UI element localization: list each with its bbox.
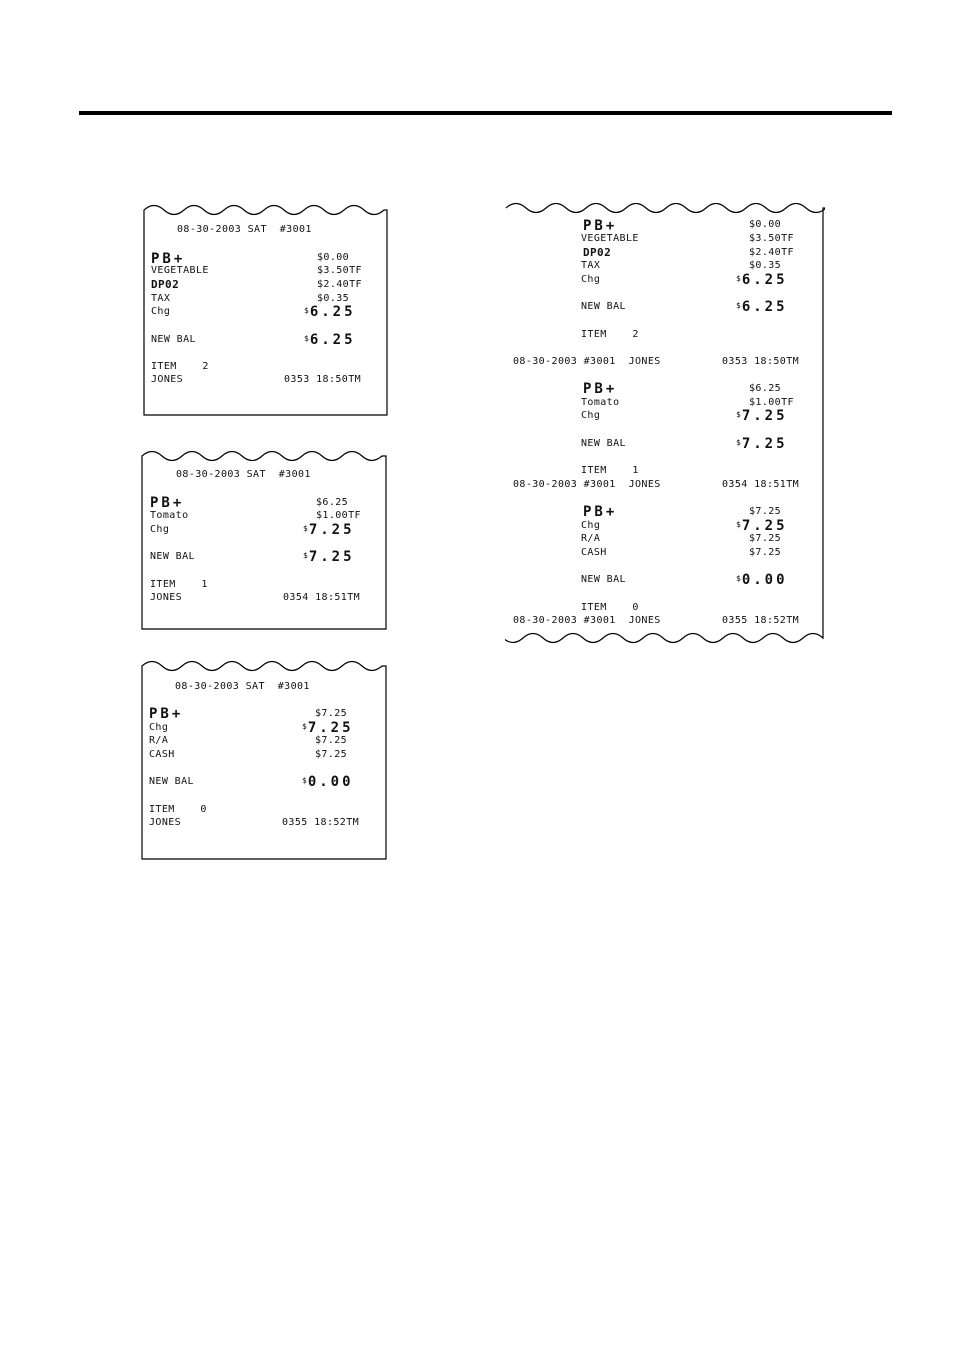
journal-3-ra-label: R/A bbox=[581, 533, 601, 544]
journal-2-newbal-value: 7.25 bbox=[741, 436, 788, 452]
receipt-3-pb-label: PB+ bbox=[149, 706, 184, 722]
header-rule bbox=[79, 111, 892, 115]
currency-sign: $ bbox=[736, 301, 741, 310]
receipt-3-newbal-value: 0.00 bbox=[307, 774, 354, 790]
journal-3-newbal-label: NEW BAL bbox=[581, 574, 626, 585]
receipt-3-newbal-amount bbox=[302, 775, 354, 790]
journal-1-veg-value: $3.50TF bbox=[749, 233, 794, 244]
receipt-2-item-label: Tomato bbox=[150, 510, 189, 521]
journal-2-pb-label: PB+ bbox=[583, 381, 618, 397]
receipt-1-chg-label: Chg bbox=[151, 306, 171, 317]
journal-1-chg-amount bbox=[736, 273, 788, 288]
receipt-3 bbox=[141, 652, 388, 862]
currency-sign: $ bbox=[736, 410, 741, 419]
receipt-3-item-count: ITEM 0 bbox=[149, 804, 207, 815]
journal-1-tax-value: $0.35 bbox=[749, 260, 782, 271]
receipt-3-pb-value: $7.25 bbox=[315, 708, 348, 719]
journal-1-dp-value: $2.40TF bbox=[749, 247, 794, 258]
receipt-2-item-value: $1.00TF bbox=[316, 510, 361, 521]
receipt-1-pb-value: $0.00 bbox=[317, 252, 350, 263]
journal-2-footer: 08-30-2003 #3001 JONES bbox=[513, 479, 661, 490]
journal-1-newbal-label: NEW BAL bbox=[581, 301, 626, 312]
receipt-2-pb-value: $6.25 bbox=[316, 497, 349, 508]
receipt-3-header: 08-30-2003 SAT #3001 bbox=[175, 681, 310, 692]
journal-3-pb-value: $7.25 bbox=[749, 506, 782, 517]
journal-3-cash-value: $7.25 bbox=[749, 547, 782, 558]
journal-1-dp-label: DP02 bbox=[583, 246, 612, 259]
currency-sign: $ bbox=[302, 722, 307, 731]
receipt-1-newbal-value: 6.25 bbox=[309, 332, 356, 348]
receipt-1-veg-value: $3.50TF bbox=[317, 265, 362, 276]
journal-2-newbal-label: NEW BAL bbox=[581, 438, 626, 449]
journal-3-chg-amount bbox=[736, 519, 788, 534]
journal-3-chg-value: 7.25 bbox=[741, 518, 788, 534]
journal-2-chg-amount bbox=[736, 409, 788, 424]
currency-sign: $ bbox=[304, 306, 309, 315]
journal-2-chg-value: 7.25 bbox=[741, 408, 788, 424]
currency-sign: $ bbox=[303, 551, 308, 560]
receipt-2-item-count: ITEM 1 bbox=[150, 579, 208, 590]
journal-3-footer-id: 0355 18:52TM bbox=[722, 615, 800, 626]
journal-1-item-count: ITEM 2 bbox=[581, 329, 639, 340]
receipt-3-chg-label: Chg bbox=[149, 722, 169, 733]
receipt-1-dp-value: $2.40TF bbox=[317, 279, 362, 290]
currency-sign: $ bbox=[302, 776, 307, 785]
journal-1-footer-id: 0353 18:50TM bbox=[722, 356, 800, 367]
journal-1-tax-label: TAX bbox=[581, 260, 601, 271]
receipt-1-newbal-amount bbox=[304, 333, 356, 348]
receipt-1-dp-label: DP02 bbox=[151, 278, 180, 291]
journal-2-chg-label: Chg bbox=[581, 410, 601, 421]
currency-sign: $ bbox=[736, 438, 741, 447]
receipt-1-chg-amount bbox=[304, 305, 356, 320]
journal-3-item-count: ITEM 0 bbox=[581, 602, 639, 613]
receipt-1-header: 08-30-2003 SAT #3001 bbox=[177, 224, 312, 235]
journal-2-item-label: Tomato bbox=[581, 397, 620, 408]
journal-2-footer-id: 0354 18:51TM bbox=[722, 479, 800, 490]
journal-1-pb-value: $0.00 bbox=[749, 219, 782, 230]
journal-3-chg-label: Chg bbox=[581, 520, 601, 531]
receipt-2-newbal-label: NEW BAL bbox=[150, 551, 195, 562]
receipt-2-newbal-value: 7.25 bbox=[308, 549, 355, 565]
receipt-3-clerk: JONES bbox=[149, 817, 182, 828]
journal-2-newbal-amount bbox=[736, 437, 788, 452]
receipt-1 bbox=[143, 196, 389, 418]
journal-2-item-count: ITEM 1 bbox=[581, 465, 639, 476]
receipt-1-chg-value: 6.25 bbox=[309, 304, 356, 320]
journal-3-ra-value: $7.25 bbox=[749, 533, 782, 544]
journal-1-pb-label: PB+ bbox=[583, 218, 618, 234]
journal-1-footer: 08-30-2003 #3001 JONES bbox=[513, 356, 661, 367]
journal-3-pb-label: PB+ bbox=[583, 504, 618, 520]
receipt-1-newbal-label: NEW BAL bbox=[151, 334, 196, 345]
receipt-3-chg-amount bbox=[302, 721, 354, 736]
receipt-3-cash-value: $7.25 bbox=[315, 749, 348, 760]
currency-sign: $ bbox=[736, 574, 741, 583]
currency-sign: $ bbox=[736, 274, 741, 283]
receipt-2-chg-value: 7.25 bbox=[308, 522, 355, 538]
receipt-3-newbal-label: NEW BAL bbox=[149, 776, 194, 787]
journal-2-pb-value: $6.25 bbox=[749, 383, 782, 394]
receipt-2-header: 08-30-2003 SAT #3001 bbox=[176, 469, 311, 480]
journal-3-newbal-value: 0.00 bbox=[741, 572, 788, 588]
receipt-3-footer-id: 0355 18:52TM bbox=[282, 817, 360, 828]
receipt-3-chg-value: 7.25 bbox=[307, 720, 354, 736]
receipt-1-tax-label: TAX bbox=[151, 293, 171, 304]
receipt-3-ra-label: R/A bbox=[149, 735, 169, 746]
journal-1-chg-value: 6.25 bbox=[741, 272, 788, 288]
receipt-1-clerk: JONES bbox=[151, 374, 184, 385]
receipt-1-footer-id: 0353 18:50TM bbox=[284, 374, 362, 385]
currency-sign: $ bbox=[304, 334, 309, 343]
receipt-2-newbal-amount bbox=[303, 550, 355, 565]
receipt-2-footer-id: 0354 18:51TM bbox=[283, 592, 361, 603]
journal-1-chg-label: Chg bbox=[581, 274, 601, 285]
receipt-2 bbox=[141, 440, 388, 632]
currency-sign: $ bbox=[736, 520, 741, 529]
journal-1-newbal-value: 6.25 bbox=[741, 299, 788, 315]
currency-sign: $ bbox=[303, 524, 308, 533]
journal-1-newbal-amount bbox=[736, 300, 788, 315]
journal-1-veg-label: VEGETABLE bbox=[581, 233, 639, 244]
receipt-1-tax-value: $0.35 bbox=[317, 293, 350, 304]
journal-3-cash-label: CASH bbox=[581, 547, 607, 558]
receipt-2-chg-amount bbox=[303, 523, 355, 538]
receipt-2-clerk: JONES bbox=[150, 592, 183, 603]
journal-3-footer: 08-30-2003 #3001 JONES bbox=[513, 615, 661, 626]
receipt-2-pb-label: PB+ bbox=[150, 495, 185, 511]
journal-3-newbal-amount bbox=[736, 573, 788, 588]
receipt-1-item-count: ITEM 2 bbox=[151, 361, 209, 372]
receipt-1-pb-label: PB+ bbox=[151, 251, 186, 267]
journal-2-item-value: $1.00TF bbox=[749, 397, 794, 408]
receipt-3-ra-value: $7.25 bbox=[315, 735, 348, 746]
receipt-1-veg-label: VEGETABLE bbox=[151, 265, 209, 276]
journal-tape bbox=[505, 196, 825, 650]
receipt-3-cash-label: CASH bbox=[149, 749, 175, 760]
receipt-2-chg-label: Chg bbox=[150, 524, 170, 535]
